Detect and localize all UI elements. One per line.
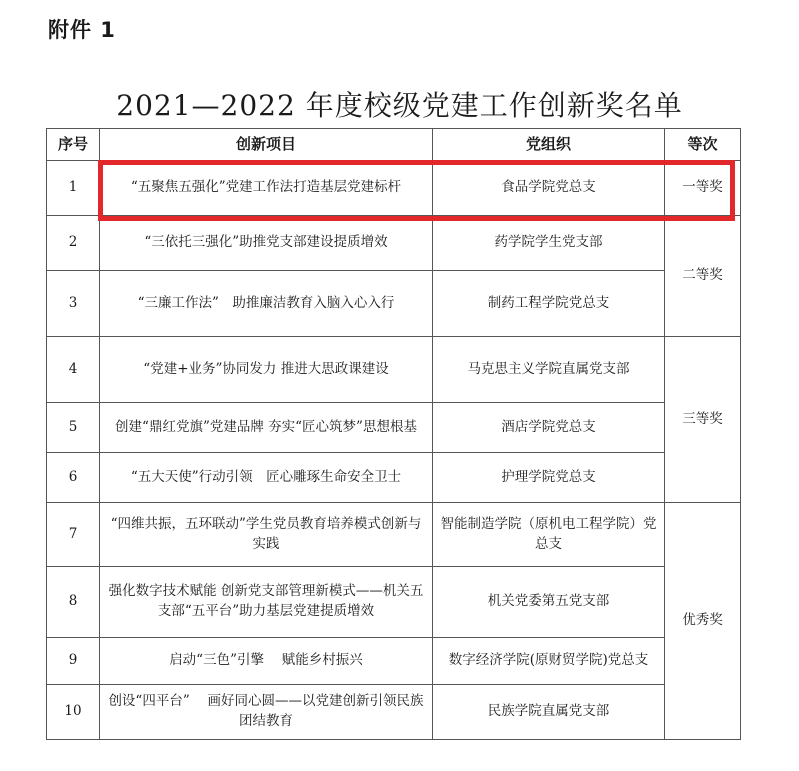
row-org: 食品学院党总支 (433, 161, 665, 216)
award-table (46, 128, 741, 740)
row-project: 创设“四平台” 画好同心圆——以党建创新引领民族团结教育 (100, 685, 433, 740)
row-org: 制药工程学院党总支 (433, 271, 665, 337)
table-row (47, 685, 741, 740)
document-title: 2021—2022 年度校级党建工作创新奖名单 (116, 89, 683, 122)
row-no: 10 (47, 685, 100, 740)
row-org: 酒店学院党总支 (433, 403, 665, 453)
row-project: “四维共振，五环联动”学生党员教育培养模式创新与实践 (100, 503, 433, 567)
row-no: 6 (47, 453, 100, 503)
grade-excellent: 优秀奖 (665, 503, 741, 740)
row-no: 4 (47, 337, 100, 403)
table-row (47, 271, 741, 337)
table-row (47, 216, 741, 271)
table-row (47, 403, 741, 453)
row-project: “三廉工作法” 助推廉洁教育入脑入心入行 (100, 271, 433, 337)
row-no: 1 (47, 161, 100, 216)
grade-third: 三等奖 (665, 337, 741, 503)
row-project: 强化数字技术赋能 创新党支部管理新模式——机关五支部“五平台”助力基层党建提质增效 (100, 567, 433, 638)
row-project: 创建“鼎红党旗”党建品牌 夯实“匠心筑梦”思想根基 (100, 403, 433, 453)
row-no: 7 (47, 503, 100, 567)
row-org: 马克思主义学院直属党支部 (433, 337, 665, 403)
grade-second: 二等奖 (665, 216, 741, 337)
header-grade: 等次 (665, 129, 741, 161)
table-row (47, 503, 741, 567)
row-project: “党建+业务”协同发力 推进大思政课建设 (100, 337, 433, 403)
header-no: 序号 (47, 129, 100, 161)
row-project: 启动“三色”引擎 赋能乡村振兴 (100, 638, 433, 685)
row-org: 民族学院直属党支部 (433, 685, 665, 740)
table-row (47, 337, 741, 403)
grade-first: 一等奖 (665, 161, 741, 216)
table-header-row (47, 129, 741, 161)
row-org: 药学院学生党支部 (433, 216, 665, 271)
row-no: 9 (47, 638, 100, 685)
row-no: 8 (47, 567, 100, 638)
table-row (47, 453, 741, 503)
table-row (47, 161, 741, 216)
row-org: 机关党委第五党支部 (433, 567, 665, 638)
row-no: 5 (47, 403, 100, 453)
row-org: 护理学院党总支 (433, 453, 665, 503)
row-no: 2 (47, 216, 100, 271)
row-project: “五大天使”行动引领 匠心雕琢生命安全卫士 (100, 453, 433, 503)
row-no: 3 (47, 271, 100, 337)
row-org: 数字经济学院(原财贸学院)党总支 (433, 638, 665, 685)
row-org: 智能制造学院（原机电工程学院）党总支 (433, 503, 665, 567)
table-row (47, 638, 741, 685)
attachment-label: 附件 1 (48, 18, 116, 42)
row-project: “五聚焦五强化”党建工作法打造基层党建标杆 (100, 161, 433, 216)
header-org: 党组织 (433, 129, 665, 161)
table-row (47, 567, 741, 638)
header-project: 创新项目 (100, 129, 433, 161)
row-project: “三依托三强化”助推党支部建设提质增效 (100, 216, 433, 271)
